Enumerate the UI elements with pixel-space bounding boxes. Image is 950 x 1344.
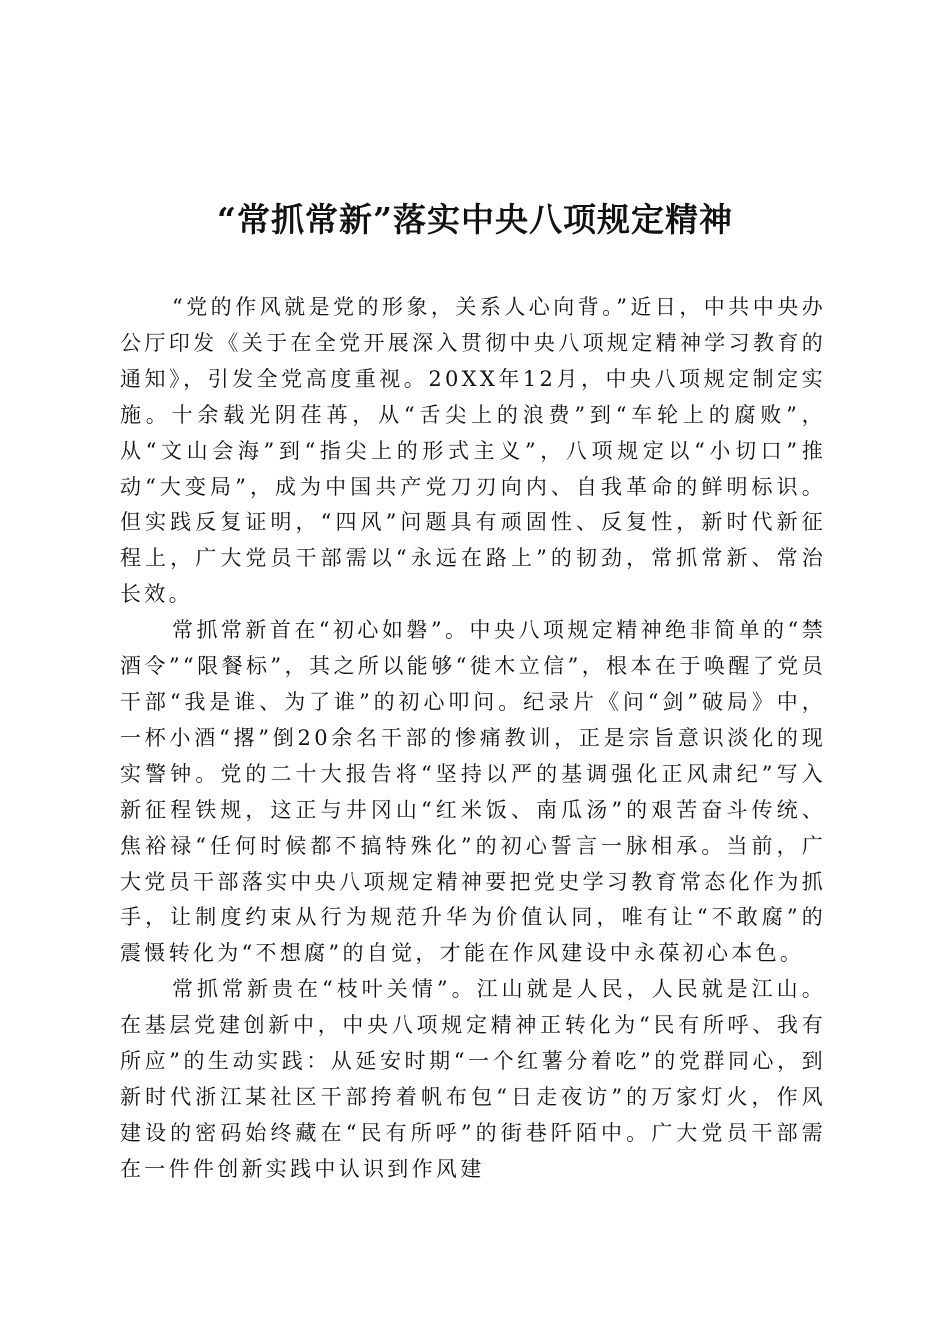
- paragraph-1: “党的作风就是党的形象，关系人心向背。”近日，中共中央办公厅印发《关于在全党开展深入贯彻中央八项规定精神学习教育的通知》，引发全党高度重视。20XX年12月，中央八项规定制定实施。十余载光阴荏苒，从“舌尖上的浪费”到“车轮上的腐败”，从“文山会海”到“指尖上的形式主义”，八项规定以“小切口”推动“大变局”，成为中国共产党刀刃向内、自我革命的鲜明标识。但实践反复证明，“四风”问题具有顽固性、反复性，新时代新征程上，广大党员干部需以“永远在路上”的韧劲，常抓常新、常治长效。: [120, 295, 826, 607]
- paragraph-2: 常抓常新首在“初心如磐”。中央八项规定精神绝非简单的“禁酒令”“限餐标”，其之所以能够“徙木立信”，根本在于唤醒了党员干部“我是谁、为了谁”的初心叩问。纪录片《问“剑”破局》中，一杯小酒“撂”倒20余名干部的惨痛教训，正是宗旨意识淡化的现实警钟。党的二十大报告将“坚持以严的基调强化正风肃纪”写入新征程铁规，这正与井冈山“红米饭、南瓜汤”的艰苦奋斗传统、焦裕禄“任何时候都不搞特殊化”的初心誓言一脉相承。当前，广大党员干部落实中央八项规定精神要把党史学习教育常态化作为抓手，让制度约束从行为规范升华为价值认同，唯有让“不敢腐”的震慑转化为“不想腐”的自觉，才能在作风建设中永葆初心本色。: [120, 618, 826, 966]
- document-body: [120, 290, 826, 1188]
- document-title: “常抓常新”落实中央八项规定精神: [217, 200, 733, 239]
- paragraph-3: 常抓常新贵在“枝叶关情”。江山就是人民，人民就是江山。在基层党建创新中，中央八项规定精神正转化为“民有所呼、我有所应”的生动实践：从延安时期“一个红薯分着吃”的党群同心，到新时代浙江某社区干部挎着帆布包“日走夜访”的万家灯火，作风建设的密码始终藏在“民有所呼”的街巷阡陌中。广大党员干部需在一件件创新实践中认识到作风建: [120, 977, 826, 1181]
